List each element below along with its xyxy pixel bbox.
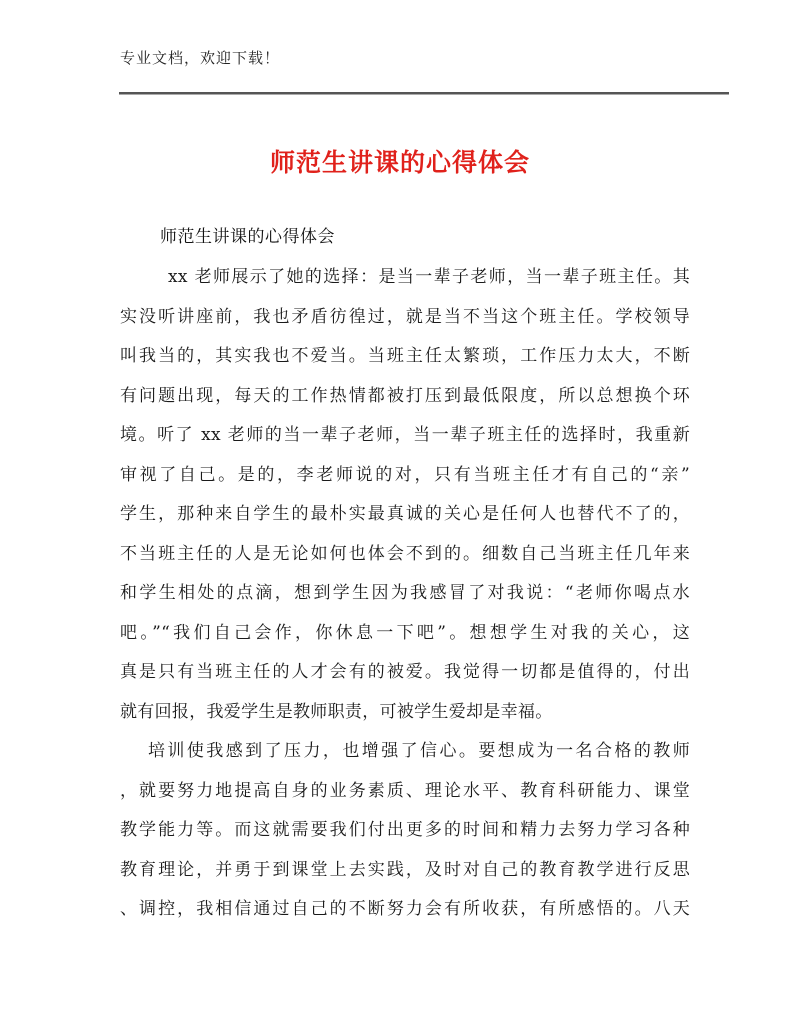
text-line: 境。听了 xx 老师的当一辈子老师，当一辈子班主任的选择时，我重新 <box>120 425 690 445</box>
header-divider <box>119 92 729 95</box>
text-line: 和学生相处的点滴，想到学生因为我感冒了对我说：“老师你喝点水 <box>120 583 690 603</box>
text-line: 吧。”“我们自己会作，你休息一下吧”。想想学生对我的关心，这 <box>120 622 690 643</box>
text-line: 有问题出现，每天的工作热情都被打压到最低限度，所以总想换个环 <box>120 385 690 406</box>
document-subtitle: 师范生讲课的心得体会 <box>160 227 335 247</box>
text-line: 、调控，我相信通过自己的不断努力会有所收获，有所感悟的。八天 <box>120 899 690 919</box>
text-line: 教学能力等。而这就需要我们付出更多的时间和精力去努力学习各种 <box>120 820 690 840</box>
header-note: 专业文档，欢迎下载！ <box>120 49 281 67</box>
text-line: 审视了自己。是的，李老师说的对，只有当班主任才有自己的“亲” <box>120 464 690 485</box>
text-line: 叫我当的，其实我也不爱当。当班主任太繁琐，工作压力太大，不断 <box>120 346 690 366</box>
document-title: 师范生讲课的心得体会 <box>269 148 530 177</box>
text-line: 学生，那种来自学生的最朴实最真诚的关心是任何人也替代不了的， <box>120 504 690 524</box>
text-line: 就有回报，我爱学生是教师职责，可被学生爱却是幸福。 <box>120 701 553 722</box>
text-line: 不当班主任的人是无论如何也体会不到的。细数自己当班主任几年来 <box>120 543 690 564</box>
text-line: xx 老师展示了她的选择：是当一辈子老师，当一辈子班主任。其 <box>168 267 690 287</box>
text-line: 教育理论，并勇于到课堂上去实践，及时对自己的教育教学进行反思 <box>120 859 690 880</box>
text-line: 实没听讲座前，我也矛盾彷徨过，就是当不当这个班主任。学校领导 <box>120 306 690 327</box>
text-line: ，就要努力地提高自身的业务素质、理论水平、教育科研能力、课堂 <box>120 780 690 801</box>
text-line: 真是只有当班主任的人才会有的被爱。我觉得一切都是值得的，付出 <box>120 662 690 682</box>
body-text <box>120 258 690 930</box>
text-line: 培训使我感到了压力，也增强了信心。要想成为一名合格的教师 <box>148 741 690 761</box>
